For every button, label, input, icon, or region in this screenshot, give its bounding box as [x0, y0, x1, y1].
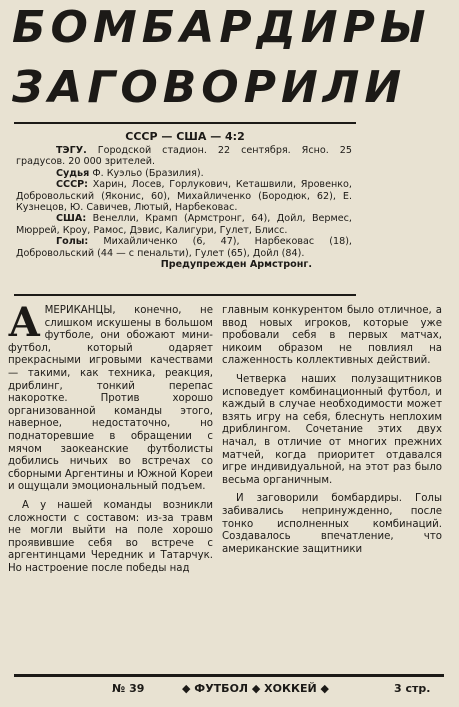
article-paragraph: главным конкурентом было отличное, а ввод новых игроков, которые уже пробовали себя в первых матчах, никоим образом не повлиял на слаженность коллективных действий.	[222, 305, 442, 367]
usa-text: Венелли, Крамп (Армстронг, 64), Дойл, Вермес, Мюррей, Кроу, Рамос, Дэвис, Калигури, Гулет, Блисс.	[16, 213, 352, 236]
article-column-right	[222, 305, 442, 562]
match-score-title: СССР — США — 4:2	[125, 130, 245, 143]
goals-line	[16, 236, 352, 259]
publication-name: ◆ ФУТБОЛ ◆ ХОККЕЙ ◆	[182, 682, 329, 695]
issue-number: № 39	[112, 682, 145, 695]
usa-lineup	[16, 213, 352, 236]
headline-line-2: ЗАГОВОРИЛИ	[12, 62, 407, 113]
ussr-label: СССР:	[56, 179, 88, 191]
match-report-box	[14, 122, 356, 296]
goals-label: Голы:	[56, 236, 89, 248]
paragraph-text: МЕРИКАНЦЫ, конечно, не слишком искушены в большом футболе, они обожают мини-футбол, который одаряет прекрасными игровыми качествами — такими, как техника, реакция, дриблинг, тонкий перепас накоротке. Против хорошо организованной команды этого, наверное, недостаточно, но поднаторевшие в обращении с мячом заокеанские футболисты добились ничьих во встречах со сборными Аргентины и Южной Кореи и ощущали эмоциональный подъем.	[8, 305, 213, 493]
ussr-text: Харин, Лосев, Горлукович, Кеташвили, Яровенко, Добровольский (Яконис, 60), Михайличенко (Бородюк, 62), Е. Кузнецов, Ю. Савичев, Лютый, Нарбековас.	[16, 179, 352, 214]
article-paragraph	[8, 299, 213, 494]
warning-text: Предупрежден Армстронг.	[160, 259, 312, 271]
article-paragraph: И заговорили бомбардиры. Голы забивались непринужденно, после тонко исполненных комбинаций. Создавалось впечатление, что американские защитники	[222, 493, 442, 555]
venue-label: ТЭГУ.	[56, 145, 87, 156]
referee-line	[16, 168, 352, 179]
article-paragraph: Четверка наших полузащитников исповедует комбинационный футбол, и каждый в случае необходимости может взять игру на себя, блеснуть неплохим дриблингом. Сочетание этих двух начал, в отличие от многих прежних матчей, когда приоритет отдавался игре индивидуальной, на этот раз было весьма органичным.	[222, 373, 442, 486]
headline-line-1: БОМБАРДИРЫ	[12, 2, 431, 53]
ussr-lineup	[16, 179, 352, 213]
venue-line	[16, 145, 352, 168]
referee-label: Судья	[56, 167, 90, 179]
match-details	[16, 145, 352, 270]
article-paragraph: А у нашей команды возникли сложности с составом: из-за травм не могли выйти на поле хорошо проявившие себя во встрече с аргентинцами Чередник и Татарчук. Но настроение после победы над	[8, 499, 213, 574]
venue-text: Городской стадион. 22 сентября. Ясно. 25 градусов. 20 000 зрителей.	[16, 145, 352, 168]
goals-text: Михайличенко (6, 47), Нарбековас (18), Добровольский (44 — с пенальти), Гулет (65), Дойл (84).	[16, 236, 352, 259]
drop-cap: А	[8, 299, 41, 346]
referee-text: Ф. Куэльо (Бразилия).	[92, 167, 204, 179]
warning-line	[16, 259, 352, 270]
article-column-left	[8, 299, 213, 581]
usa-label: США:	[56, 213, 87, 225]
page-number: 3 стр.	[394, 682, 431, 695]
page-footer	[14, 674, 444, 698]
